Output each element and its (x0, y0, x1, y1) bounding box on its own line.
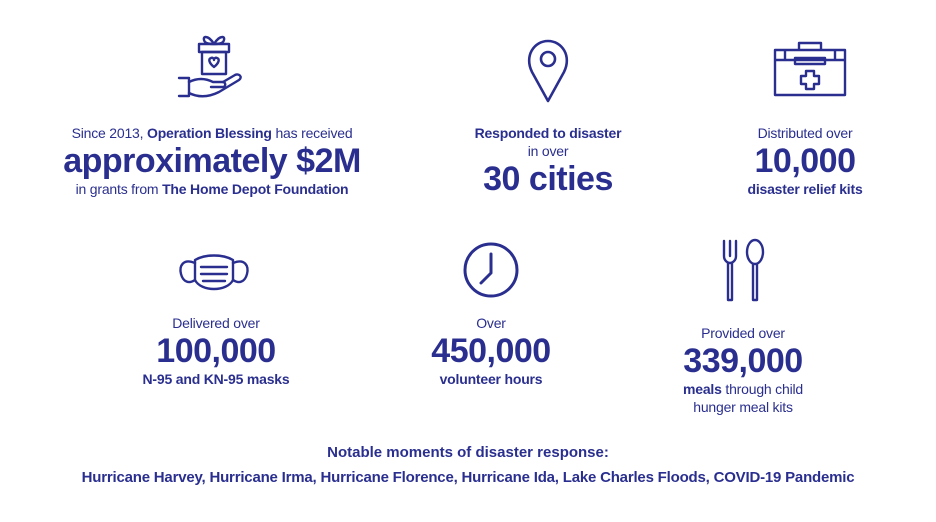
meals-line3-post: through child (721, 381, 803, 397)
hours-line1: Over (476, 315, 506, 331)
meals-count: 339,000 (683, 342, 803, 380)
fork-and-spoon-icon (718, 238, 768, 304)
grants-stat (63, 124, 361, 198)
masks-line3: N-95 and KN-95 masks (142, 371, 290, 387)
meals-stat (683, 324, 803, 416)
clock-icon (461, 240, 521, 300)
grants-line1 (63, 124, 361, 142)
kits-line1: Distributed over (757, 125, 853, 141)
map-pin-icon (526, 38, 570, 104)
masks-line1: Delivered over (172, 315, 260, 331)
meals-word: meals (683, 381, 722, 397)
grants-line1-pre: Since 2013, (71, 125, 147, 141)
cities-stat (475, 124, 622, 198)
kits-stat (747, 124, 862, 198)
cities-count: 30 cities (483, 160, 613, 198)
grants-line3 (63, 180, 361, 198)
hours-count: 450,000 (431, 332, 551, 370)
footer-title: Notable moments of disaster response: (327, 444, 609, 461)
cities-line2: in over (527, 143, 569, 159)
meals-line4: hunger meal kits (693, 399, 793, 415)
meals-line1: Provided over (701, 325, 785, 341)
grants-org-name: Operation Blessing (147, 125, 272, 141)
grants-line3-pre: in grants from (75, 181, 163, 197)
hours-stat (431, 314, 550, 388)
kits-line3: disaster relief kits (747, 181, 863, 197)
meals-line3 (683, 380, 803, 398)
grants-line1-post: has received (271, 125, 353, 141)
grants-foundation-name: The Home Depot Foundation (162, 181, 349, 197)
gift-in-hand-icon (175, 30, 249, 104)
grants-amount: approximately $2M (63, 142, 361, 180)
footer-disaster-list: Hurricane Harvey, Hurricane Irma, Hurricane Florence, Hurricane Ida, Lake Charles Floods, COVID-19 Pandemic (81, 469, 855, 486)
face-mask-icon (177, 250, 251, 300)
masks-count: 100,000 (156, 332, 276, 370)
masks-stat (143, 314, 290, 388)
cities-line1: Responded to disaster (474, 125, 622, 141)
kits-count: 10,000 (754, 142, 856, 180)
first-aid-kit-icon (773, 40, 847, 98)
hours-line3: volunteer hours (439, 371, 543, 387)
